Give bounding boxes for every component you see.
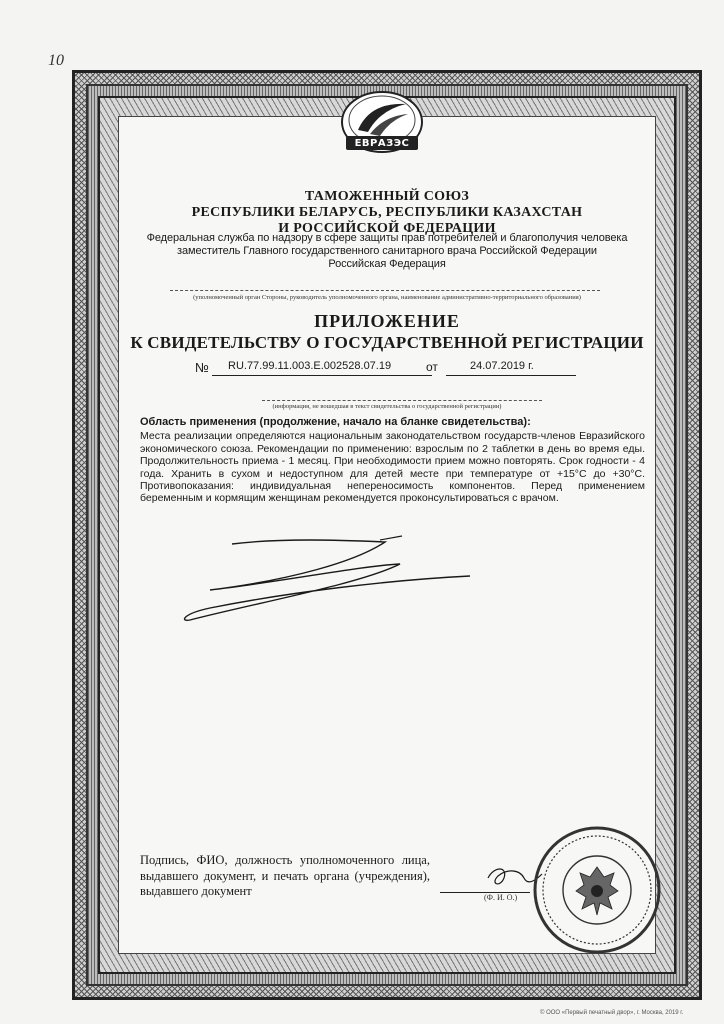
- number-underline: [212, 375, 432, 376]
- document-title: ПРИЛОЖЕНИЕ: [314, 311, 460, 331]
- scope-section: [140, 416, 645, 505]
- date-label: от: [426, 360, 438, 374]
- printer-note: © ООО «Первый печатный двор», г. Москва, 2019 г.: [540, 1010, 684, 1016]
- registration-number: RU.77.99.11.003.Е.002528.07.19: [228, 360, 392, 372]
- scope-text: Места реализации определяются национальным законодательством государств-членов Евразийского экономического союза. Рекомендации по применению: взрослым по 2 таблетки в день во время еды. Продолжительность приема - 1 месяц. При необходимости прием можно повторять. Срок годности - 4 года. Хранить в сухом и недоступном для детей месте при температуре от +15°С до +30°С. Противопоказания: индивидуальная непереносимость компонентов. Перед применением беременным и кормящим женщинам рекомендуется проконсультироваться с врачом.: [140, 430, 645, 505]
- emblem-text: ЕВРАЗЭС: [354, 138, 410, 149]
- fio-label: (Ф. И. О.): [484, 893, 518, 902]
- reg-note-line: [262, 400, 542, 401]
- authority-text: Подпись, ФИО, должность уполномоченного лица, выдавшего документ, и печать органа (учреждения), выдавшего документ: [140, 853, 430, 898]
- number-label: №: [195, 360, 209, 375]
- union-line-2: РЕСПУБЛИКИ БЕЛАРУСЬ, РЕСПУБЛИКИ КАЗАХСТАН: [191, 205, 583, 220]
- union-line-1: ТАМОЖЕННЫЙ СОЮЗ: [304, 189, 470, 204]
- official-seal-icon: [532, 825, 662, 955]
- handwritten-signature: [170, 520, 480, 630]
- page-number: 10: [48, 52, 64, 69]
- agency-line-3: Российская Федерация: [328, 258, 446, 270]
- agency-note: (уполномоченный орган Стороны, руководитель уполномоченного органа, наименование административно-территориального образования): [193, 294, 581, 301]
- agency-line-2: заместитель Главного государственного санитарного врача Российской Федерации: [177, 245, 597, 257]
- agency-line-1: Федеральная служба по надзору в сфере защиты прав потребителей и благополучия человека: [146, 232, 628, 244]
- registration-date: 24.07.2019 г.: [470, 360, 534, 372]
- document-subtitle: К СВИДЕТЕЛЬСТВУ О ГОСУДАРСТВЕННОЙ РЕГИСТРАЦИИ: [130, 333, 644, 352]
- scope-heading: Область применения (продолжение, начало на бланке свидетельства):: [140, 416, 531, 428]
- registration-note: (информация, не вошедшая в текст свидетельства о государственной регистрации): [272, 403, 502, 410]
- union-line-3: И РОССИЙСКОЙ ФЕДЕРАЦИИ: [278, 221, 496, 236]
- date-underline: [446, 375, 576, 376]
- agency-note-line: [170, 290, 600, 291]
